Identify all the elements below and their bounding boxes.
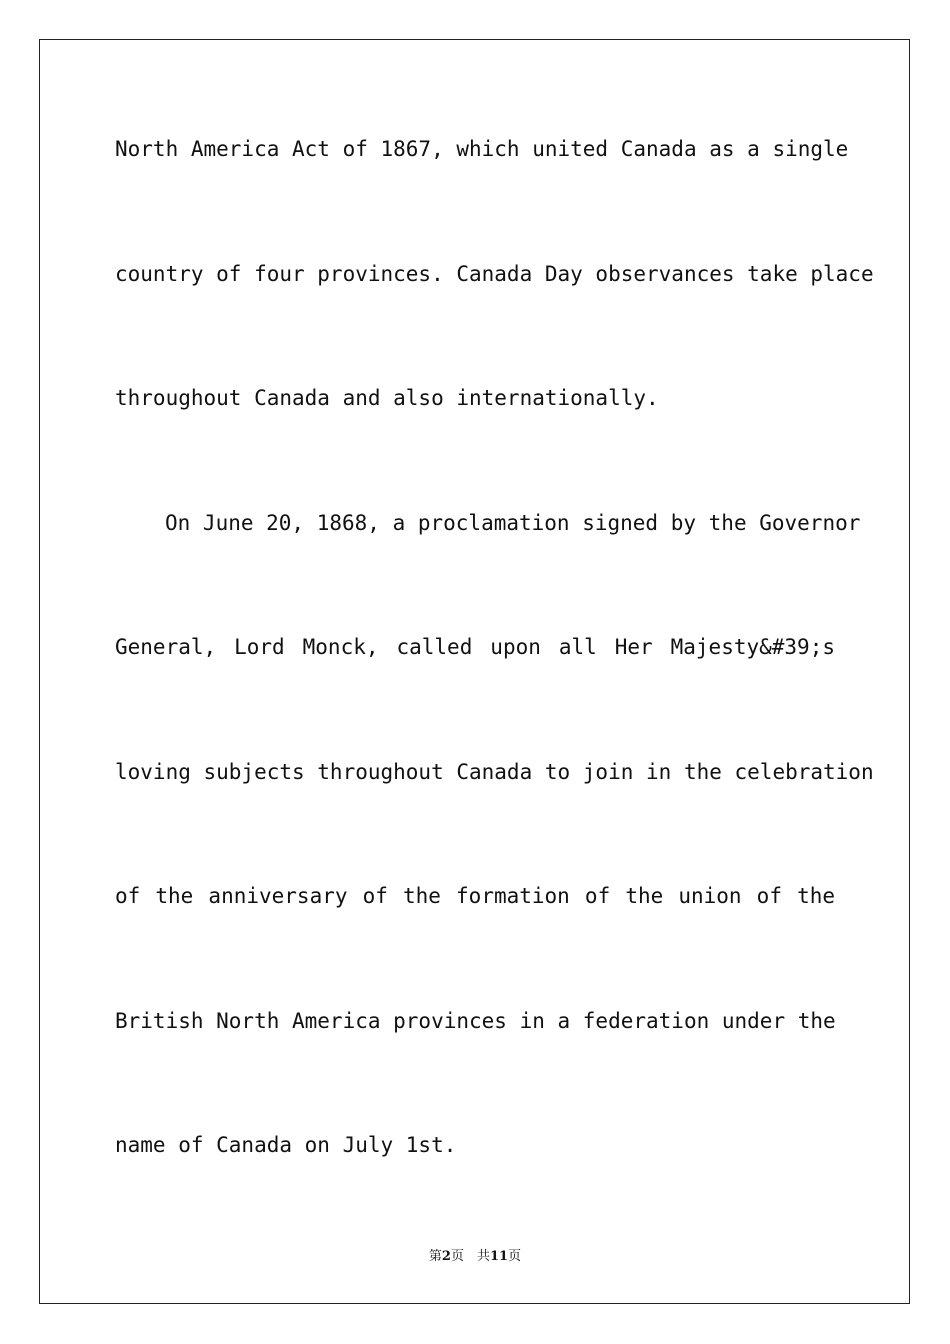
- page-mid: 页 共: [450, 1249, 490, 1264]
- paragraph-line: On June 20, 1868, a proclamation signed by the Governor: [165, 511, 861, 535]
- paragraph-line: name of Canada on July 1st.: [115, 1133, 457, 1157]
- paragraph-line: British North America provinces in a federation under the: [115, 1009, 836, 1033]
- paragraph-line: loving subjects throughout Canada to join in the celebration: [115, 760, 874, 784]
- paragraph-line: throughout Canada and also internationally.: [115, 386, 659, 410]
- paragraph-line: General, Lord Monck, called upon all Her Majesty&#39;s: [115, 635, 835, 659]
- page-current-number: 2: [441, 1249, 451, 1264]
- page-prefix: 第: [428, 1249, 442, 1264]
- page-footer: [0, 1248, 950, 1266]
- page-total-number: 11: [489, 1249, 509, 1264]
- page-suffix: 页: [508, 1249, 522, 1264]
- paragraph-line: North America Act of 1867, which united Canada as a single: [115, 137, 849, 161]
- page-frame: [39, 39, 910, 1304]
- paragraph-line: of the anniversary of the formation of the union of the: [115, 884, 835, 908]
- paragraph-line: country of four provinces. Canada Day observances take place: [115, 262, 874, 286]
